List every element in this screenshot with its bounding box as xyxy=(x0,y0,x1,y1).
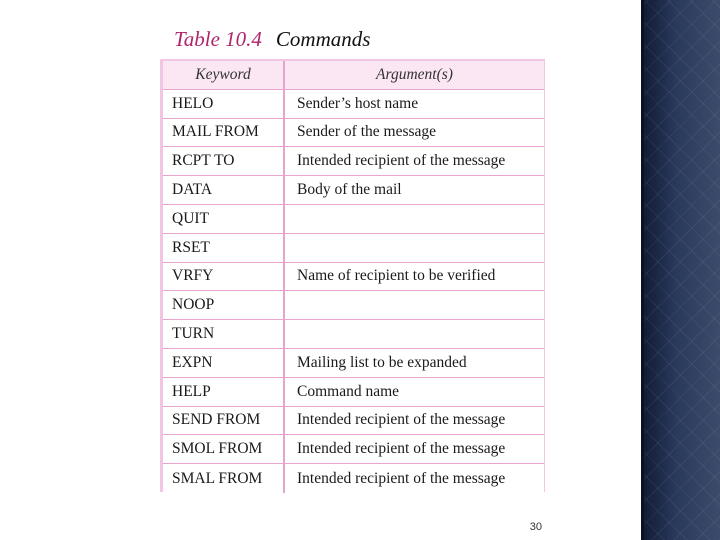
keyword-cell: NOOP xyxy=(163,291,285,319)
table-row xyxy=(163,119,544,148)
header-keyword: Keyword xyxy=(163,61,285,89)
table-number: Table 10.4 xyxy=(174,27,262,51)
page-number: 30 xyxy=(529,521,542,533)
argument-cell xyxy=(285,320,544,348)
table-header-row xyxy=(163,61,544,90)
keyword-cell: MAIL FROM xyxy=(163,119,285,147)
argument-cell: Intended recipient of the message xyxy=(297,440,506,458)
keyword-cell: QUIT xyxy=(163,205,285,233)
argument-cell xyxy=(285,205,544,233)
argument-cell: Sender’s host name xyxy=(297,94,419,112)
decorative-side-band xyxy=(641,0,720,540)
argument-cell xyxy=(285,234,544,262)
commands-table xyxy=(160,59,545,492)
keyword-cell: HELP xyxy=(163,378,285,406)
table-title: Commands xyxy=(275,27,371,51)
table-row xyxy=(163,263,544,292)
argument-cell: Intended recipient of the message xyxy=(297,469,506,487)
keyword-cell: HELO xyxy=(163,90,285,118)
argument-cell: Body of the mail xyxy=(297,181,402,199)
keyword-cell: TURN xyxy=(163,320,285,348)
table-row xyxy=(163,435,544,464)
table-row xyxy=(163,147,544,176)
table-row xyxy=(163,464,544,493)
keyword-cell: RCPT TO xyxy=(163,147,285,175)
keyword-cell: VRFY xyxy=(163,263,285,291)
argument-cell: Command name xyxy=(297,382,400,400)
table-caption xyxy=(174,26,370,52)
table-row xyxy=(163,407,544,436)
argument-cell xyxy=(285,291,544,319)
keyword-cell: SEND FROM xyxy=(163,407,285,435)
argument-cell: Intended recipient of the message xyxy=(297,152,506,170)
table-row xyxy=(163,90,544,119)
argument-cell: Name of recipient to be verified xyxy=(297,267,496,285)
keyword-cell: RSET xyxy=(163,234,285,262)
table-row xyxy=(163,378,544,407)
keyword-cell: DATA xyxy=(163,176,285,204)
side-band-edge xyxy=(641,0,644,540)
header-arguments: Argument(s) xyxy=(376,65,453,83)
table-grid xyxy=(163,61,544,493)
table-row xyxy=(163,205,544,234)
table-row xyxy=(163,349,544,378)
keyword-cell: EXPN xyxy=(163,349,285,377)
argument-cell: Sender of the message xyxy=(297,123,437,141)
table-row xyxy=(163,320,544,349)
keyword-cell: SMAL FROM xyxy=(163,464,285,493)
table-row xyxy=(163,176,544,205)
table-row xyxy=(163,234,544,263)
keyword-cell: SMOL FROM xyxy=(163,435,285,463)
argument-cell: Intended recipient of the message xyxy=(297,411,506,429)
table-row xyxy=(163,291,544,320)
argument-cell: Mailing list to be expanded xyxy=(297,353,467,371)
